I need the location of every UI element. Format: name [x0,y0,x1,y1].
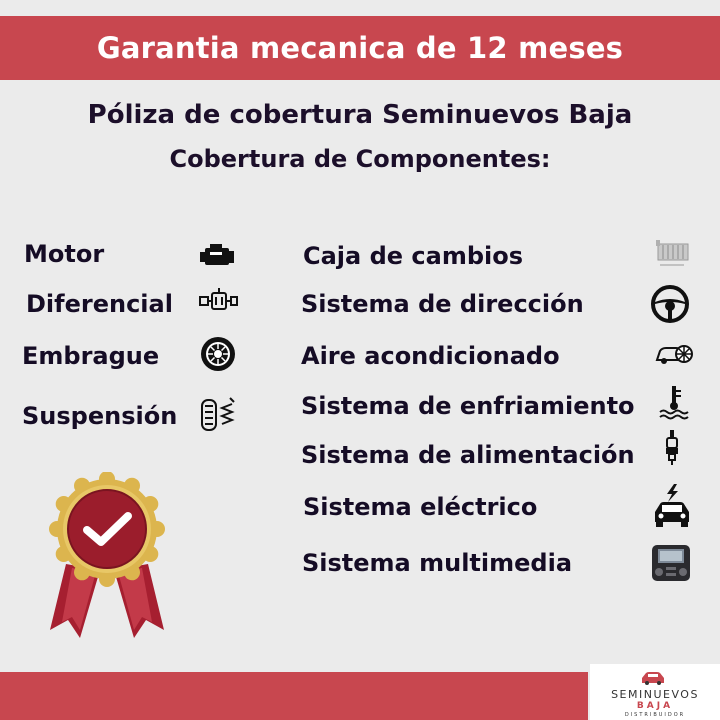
item-label-caja-de-cambios: Caja de cambios [303,242,524,270]
title-banner [0,16,720,80]
item-label-sistema-electrico: Sistema eléctrico [303,493,538,521]
spark-plug-icon [652,428,692,468]
item-label-sistema-de-alimentacion: Sistema de alimentación [301,441,635,469]
item-label-suspension: Suspensión [22,402,178,430]
item-label-sistema-de-enfriamiento: Sistema de enfriamiento [301,392,635,420]
item-label-aire-acondicionado: Aire acondicionado [301,342,560,370]
differential-icon [198,282,238,322]
item-label-sistema-de-direccion: Sistema de dirección [301,290,584,318]
car-ac-icon [654,334,694,374]
item-label-embrague: Embrague [22,342,160,370]
logo-tagline: DISTRIBUIDOR [624,712,686,718]
logo-brand-text: SEMINUEVOS [611,688,699,701]
clutch-icon [198,334,238,374]
banner-title: Garantia mecanica de 12 meses [96,31,624,65]
coolant-temperature-icon [654,382,694,422]
item-label-diferencial: Diferencial [26,290,173,318]
logo-sub-text: BAJA [636,701,674,711]
components-heading: Cobertura de Componentes: [169,145,551,173]
car-electric-icon [650,482,694,530]
steering-wheel-icon [650,284,690,324]
footer-bar [0,672,588,720]
item-label-sistema-multimedia: Sistema multimedia [302,549,573,577]
warranty-checkmark-rosette-icon [44,472,170,650]
gearbox-icon [652,234,692,274]
engine-icon [197,236,237,276]
multimedia-console-icon [650,543,692,583]
red-car-logo-icon [640,670,666,686]
policy-heading: Póliza de cobertura Seminuevos Baja [87,100,633,130]
item-label-motor: Motor [24,240,105,268]
seminuevos-baja-logo [590,664,720,720]
suspension-icon [198,394,238,434]
